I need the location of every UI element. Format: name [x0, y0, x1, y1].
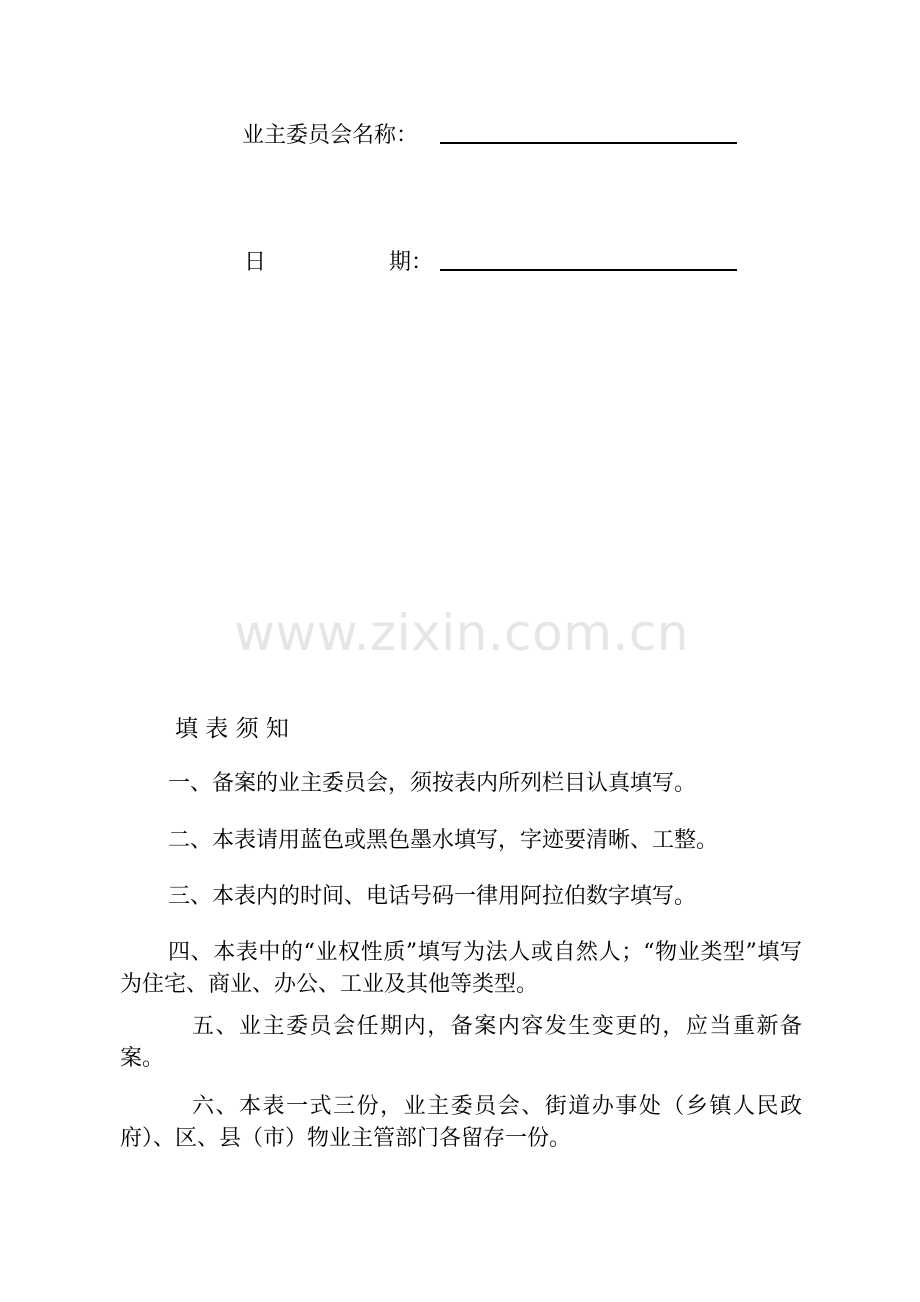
- watermark: www.zixin.com.cn: [234, 604, 690, 662]
- instruction-item-4: 四、本表中的“业权性质”填写为法人或自然人；“物业类型”填写为住宅、商业、办公、工业及其他等类型。: [120, 940, 802, 997]
- instruction-item-1: 一、备案的业主委员会，须按表内所列栏目认真填写。: [168, 771, 697, 796]
- instruction-item-6: 六、本表一式三份，业主委员会、街道办事处（乡镇人民政府）、区、县（市）物业主管部门各留存一份。: [120, 1094, 802, 1151]
- committee-name-field[interactable]: [440, 142, 737, 144]
- instruction-item-3: 三、本表内的时间、电话号码一律用阿拉伯数字填写。: [168, 884, 697, 909]
- instructions-title: 填 表 须 知: [175, 716, 289, 742]
- instruction-item-5: 五、业主委员会任期内，备案内容发生变更的，应当重新备案。: [120, 1014, 802, 1071]
- date-label-period: 期：: [389, 250, 434, 275]
- date-field[interactable]: [440, 269, 737, 271]
- date-label-day: 日: [244, 250, 267, 275]
- committee-name-label: 业主委员会名称：: [242, 123, 419, 148]
- instruction-item-2: 二、本表请用蓝色或黑色墨水填写，字迹要清晰、工整。: [168, 828, 719, 853]
